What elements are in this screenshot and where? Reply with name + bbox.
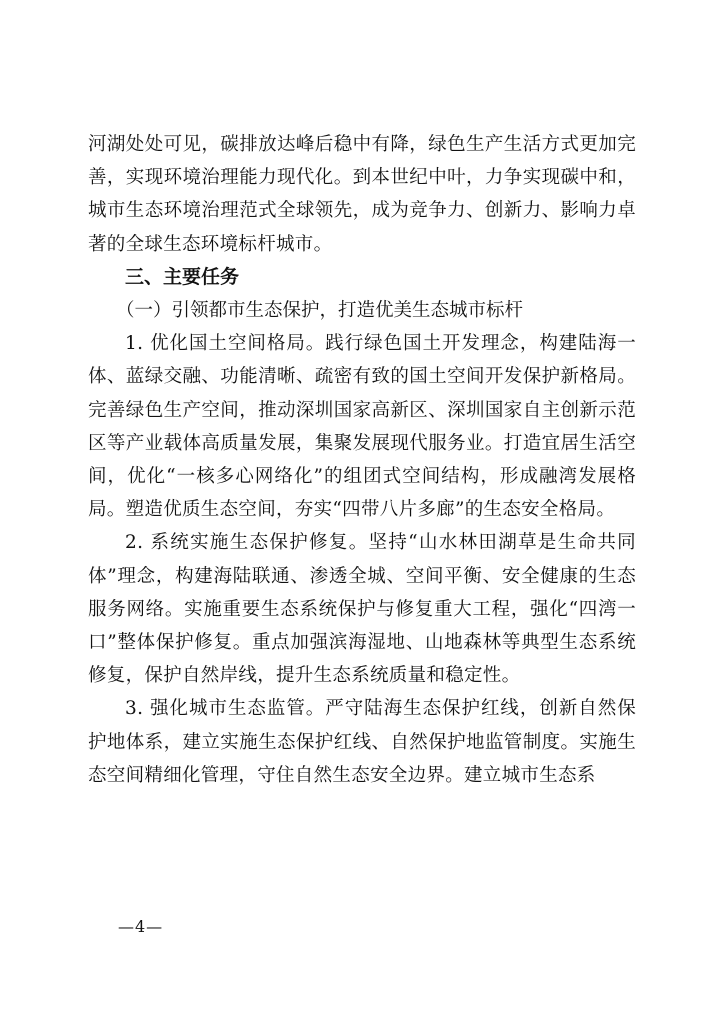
paragraph-item-1: 1. 优化国土空间格局。践行绿色国土开发理念，构建陆海一体、蓝绿交融、功能清晰、疏密有致的国土空间开发保护新格局。完善绿色生产空间，推动深圳国家高新区、深圳国家自主创新示范区等产业载体高质量发展，集聚发展现代服务业。打造宜居生活空间，优化“一核多心网络化”的组团式空间结构，形成融湾发展格局。塑造优质生态空间，夯实“四带八片多廊”的生态安全格局。 bbox=[88, 333, 636, 521]
page-number: —4— bbox=[118, 917, 164, 936]
section-heading: 三、主要任务 bbox=[125, 265, 240, 288]
paragraph-item-3: 3. 强化城市生态监管。严守陆海生态保护红线，创新自然保护地体系，建立实施生态保护红线、自然保护地监管制度。实施生态空间精细化管理，守住自然生态安全边界。建立城市生态系 bbox=[88, 698, 636, 786]
subsection-heading: （一）引领都市生态保护，打造优美生态城市标杆 bbox=[116, 300, 524, 322]
paragraph-continued: 河湖处处可见，碳排放达峰后稳中有降，绿色生产生活方式更加完善，实现环境治理能力现代化。到本世纪中叶，力争实现碳中和，城市生态环境治理范式全球领先，成为竞争力、创新力、影响力卓著的全球生态环境标杆城市。 bbox=[88, 134, 636, 255]
document-body bbox=[88, 128, 636, 792]
paragraph-item-2: 2. 系统实施生态保护修复。坚持“山水林田湖草是生命共同体”理念，构建海陆联通、渗透全城、空间平衡、安全健康的生态服务网络。实施重要生态系统保护与修复重大工程，强化“四湾一口”整体保护修复。重点加强滨海湿地、山地森林等典型生态系统修复，保护自然岸线，提升生态系统质量和稳定性。 bbox=[88, 532, 636, 687]
